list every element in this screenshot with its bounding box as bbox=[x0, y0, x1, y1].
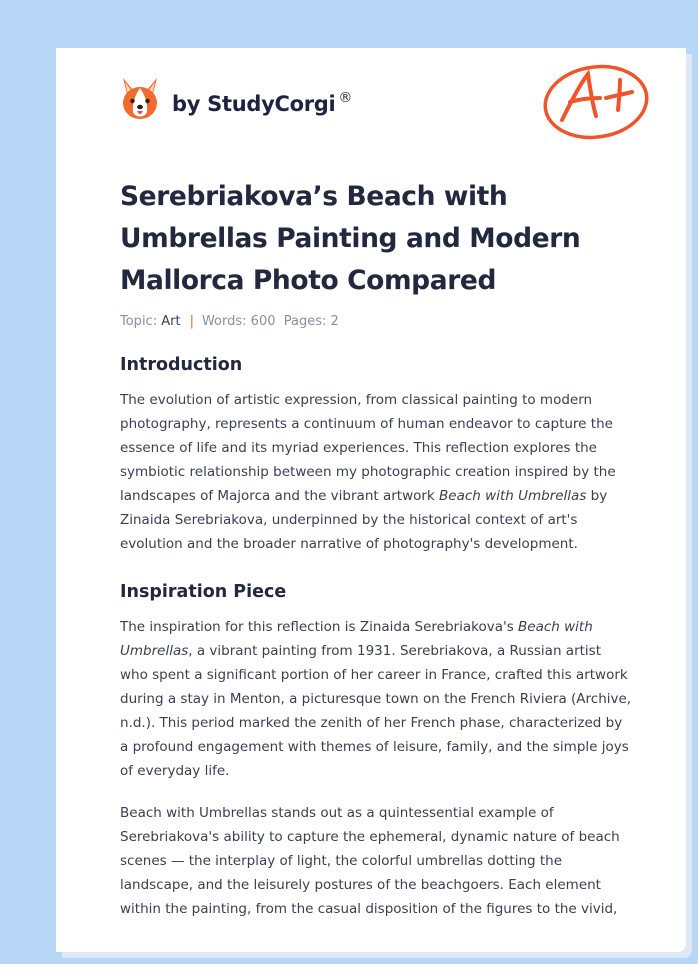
studycorgi-logo[interactable] bbox=[120, 76, 352, 122]
section-heading-introduction: Introduction bbox=[120, 355, 243, 375]
corgi-logo-icon bbox=[120, 76, 160, 122]
page-title: Serebriakova’s Beach with Umbrellas Painting and Modern Mallorca Photo Compared bbox=[120, 181, 581, 296]
topic-link[interactable]: Art bbox=[161, 314, 181, 329]
pages-label: Pages: bbox=[283, 314, 327, 329]
article-content bbox=[120, 176, 632, 921]
words-count: 600 bbox=[250, 314, 276, 329]
paragraph: The inspiration for this reflection is Zinaida Serebriakova's Beach with Umbrellas, a vibrant painting from 1931. Serebriakova, a Russian artist who spent a significant portion of her career in France, crafted this artwork during a stay in Menton, a picturesque town on the French Riviera (Archive, n.d.). This period marked the zenith of her French phase, characterized by a profound engagement with themes of leisure, family, and the simple joys of everyday life. bbox=[120, 619, 632, 779]
document-page bbox=[56, 48, 686, 952]
section-heading-inspiration-piece: Inspiration Piece bbox=[120, 582, 287, 602]
brand-name: by StudyCorgi ® bbox=[172, 90, 353, 116]
article-meta bbox=[120, 314, 632, 329]
page-header bbox=[120, 76, 640, 156]
paragraph: The evolution of artistic expression, from classical painting to modern photography, represents a continuum of human endeavor to capture the essence of life and its myriad experiences. This reflection explores the symbiotic relationship between my photographic creation inspired by the landscapes of Majorca and the vibrant artwork Beach with Umbrellas by Zinaida Serebriakova, underpinned by the historical context of art's evolution and the broader narrative of photography's development. bbox=[120, 392, 616, 552]
pages-count: 2 bbox=[330, 314, 339, 329]
paragraph: Beach with Umbrellas stands out as a quintessential example of Serebriakova's ability to capture the ephemeral, dynamic nature of beach scenes — the interplay of light, the colorful umbrellas dotting the landscape, and the leisurely postures of the beachgoers. Each element within the painting, from the casual disposition of the figures to the vivid, bbox=[120, 805, 620, 917]
meta-separator: | bbox=[189, 314, 194, 329]
a-plus-grade-icon bbox=[540, 58, 652, 142]
topic-label: Topic: bbox=[120, 314, 158, 329]
words-label: Words: bbox=[201, 314, 247, 329]
